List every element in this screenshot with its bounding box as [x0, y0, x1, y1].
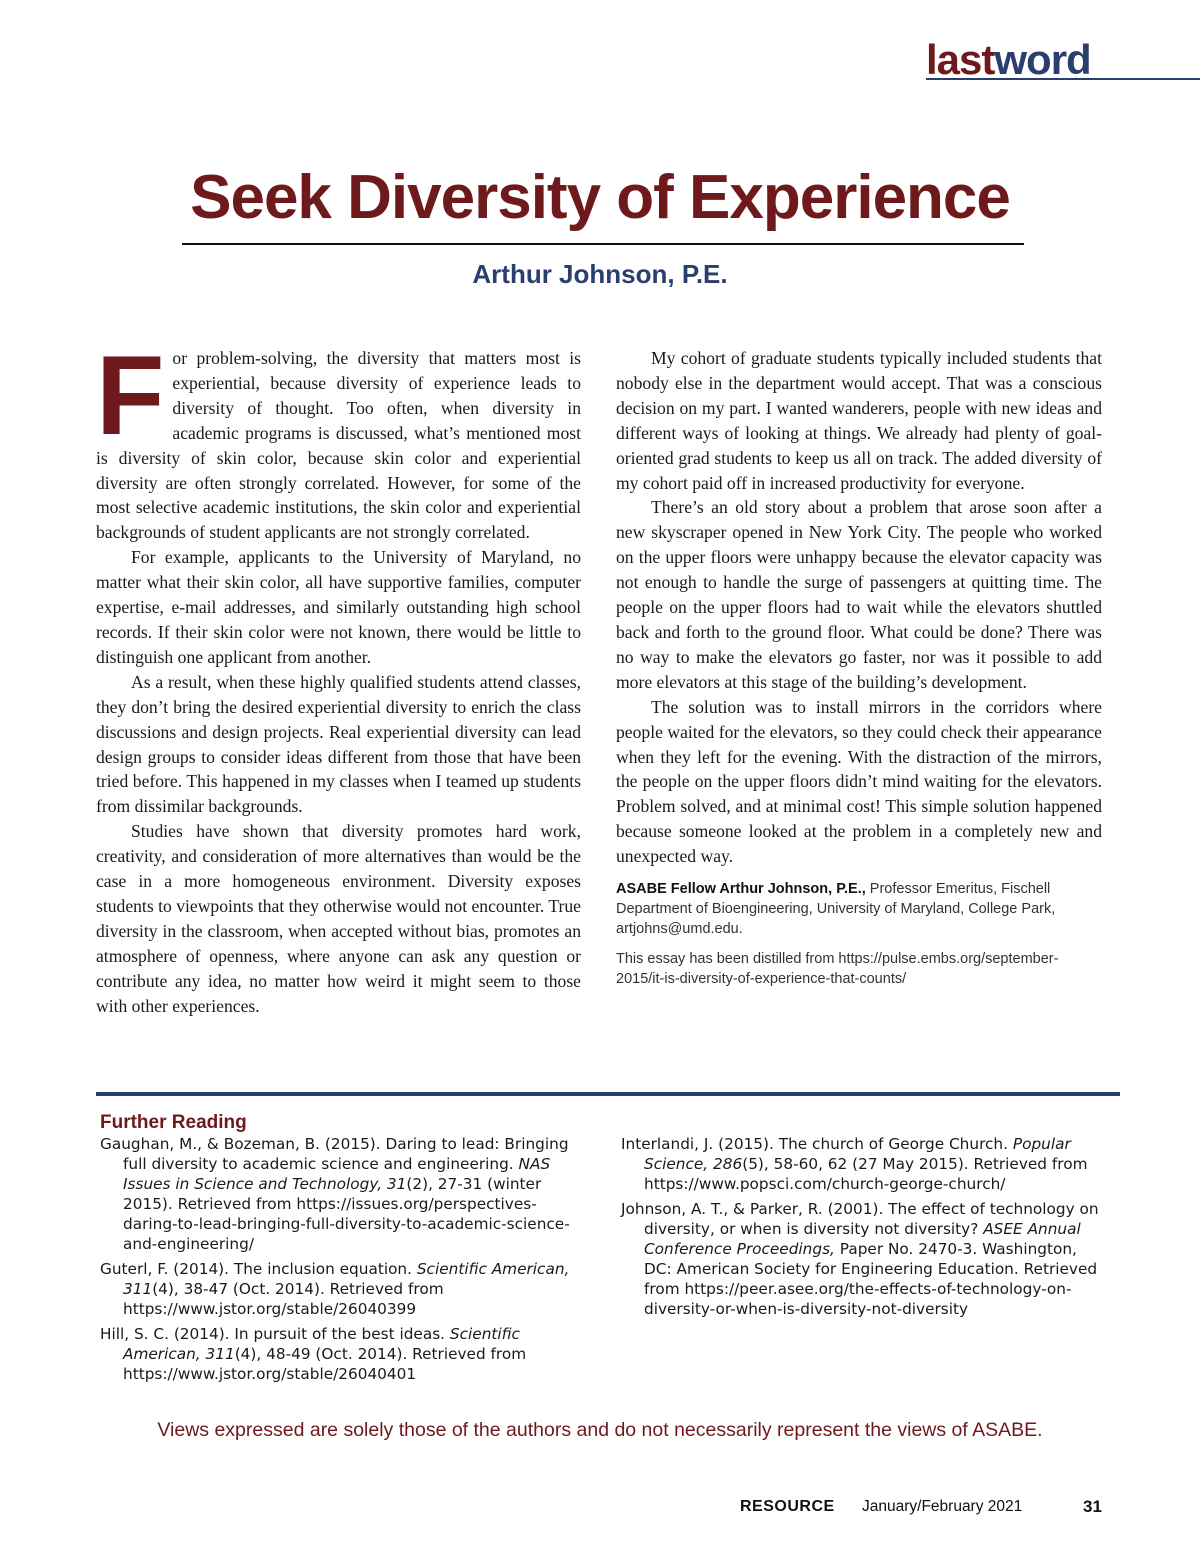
disclaimer: Views expressed are solely those of the authors and do not necessarily represent the views of ASABE. [157, 1419, 1043, 1441]
reference-details: (4), 38-47 (Oct. 2014). Retrieved from https://www.jstor.org/stable/26040399 [123, 1280, 444, 1318]
footer-date: January/February 2021 [862, 1498, 1023, 1515]
reference-item [621, 1134, 1101, 1194]
paragraph-6: There’s an old story about a problem that arose soon after a new skyscraper opened in New York City. The people who worked on the upper floors were unhappy because the elevator capacity was not enough to handle the surge of passengers at quitting time. The people on the upper floors had to wait while the elevators shuttled back and forth to the ground floor. What could be done? There was no way to make the elevators go faster, nor was it possible to add more elevators at this stage of the building’s development. [616, 497, 1102, 692]
reference-details: (5), 58-60, 62 (27 May 2015). Retrieved from https://www.popsci.com/church-george-church/ [644, 1155, 1088, 1193]
section-tag-word: word [994, 36, 1091, 83]
paragraph-1-text: or problem-solving, the diversity that matters most is experiential, because diversity of experience leads to diversity of thought. Too often, when diversity in academic programs is discussed, what’s mentioned most is diversity of skin color, because skin color and experiential diversity are often strongly correlated. However, for some of the most selective academic institutions, the skin color and experiential backgrounds of student applicants are not strongly correlated. [96, 348, 581, 543]
footer-publication: RESOURCE [740, 1498, 835, 1515]
article-title: Seek Diversity of Experience [190, 163, 1010, 232]
section-divider [96, 1092, 1120, 1096]
article-column-right [616, 346, 1102, 989]
section-tag-last: last [926, 36, 995, 83]
reference-item [100, 1134, 590, 1254]
reference-item [621, 1199, 1101, 1319]
reference-details: Paper No. 2470-3. Washington, DC: American Society for Engineering Education. Retrieved from https://peer.asee.org/the-effects-of-technology-on-diversity-or-when-is-diversity-not-diversity [644, 1240, 1098, 1318]
reference-details: (2), 27-31 (winter 2015). Retrieved from https://issues.org/perspectives-daring-to-lead-bringing-full-diversity-to-academic-science-and-engineering/ [123, 1175, 570, 1253]
page-number: 31 [1083, 1497, 1102, 1516]
reference-text: Hill, S. C. (2014). In pursuit of the best ideas. [100, 1325, 450, 1343]
reference-source: Popular Science, 286 [644, 1135, 1071, 1173]
title-rule [182, 243, 1024, 245]
reference-source: ASEE Annual Conference Proceedings, [644, 1220, 1081, 1258]
author-byline: Arthur Johnson, P.E. [472, 259, 728, 289]
reference-source: Scientific American, 311 [123, 1260, 570, 1298]
author-bio-text: Professor Emeritus, Fischell Department of Bioengineering, University of Maryland, College Park, artjohns@umd.edu. [616, 881, 1056, 938]
further-reading-heading: Further Reading [100, 1112, 247, 1133]
paragraph-1 [96, 333, 581, 545]
reference-details: (4), 48-49 (Oct. 2014). Retrieved from https://www.jstor.org/stable/26040401 [123, 1345, 527, 1383]
article-column-left [96, 333, 581, 1018]
drop-cap: F [96, 333, 165, 458]
reference-text: Interlandi, J. (2015). The church of George Church. [621, 1135, 1013, 1153]
reference-item [100, 1324, 590, 1384]
author-bio-name: ASABE Fellow Arthur Johnson, P.E., [616, 881, 866, 898]
reference-text: Guterl, F. (2014). The inclusion equation. [100, 1260, 417, 1278]
reference-source: NAS Issues in Science and Technology, 31 [123, 1155, 551, 1193]
paragraph-3: As a result, when these highly qualified students attend classes, they don’t bring the desired experiential diversity to enrich the class discussions and design projects. Real experiential diversity can lead design groups to consider ideas different from those that have been tried before. This happened in my classes when I teamed up students from dissimilar backgrounds. [96, 671, 581, 817]
paragraph-2: For example, applicants to the University of Maryland, no matter what their skin color, all have supportive families, computer expertise, e-mail addresses, and similarly outstanding high school records. If their skin color were not known, there would be little to distinguish one applicant from another. [96, 547, 581, 667]
reference-text: Johnson, A. T., & Parker, R. (2001). The effect of technology on diversity, or when is diversity not diversity? [621, 1200, 1099, 1238]
section-tag [926, 36, 1200, 83]
references-left [100, 1134, 590, 1389]
reference-text: Gaughan, M., & Bozeman, B. (2015). Daring to lead: Bringing full diversity to academic science and engineering. [100, 1135, 569, 1173]
paragraph-4: Studies have shown that diversity promotes hard work, creativity, and consideration of more alternatives than would be the case in a more homogeneous environment. Diversity exposes students to viewpoints that they otherwise would not encounter. True diversity in the classroom, when accepted without bias, promotes an atmosphere of openness, where anyone can ask any question or contribute any idea, no matter how weird it might seem to those with other experiences. [96, 821, 581, 1016]
references-right [621, 1134, 1101, 1324]
distilled-note: This essay has been distilled from https://pulse.embs.org/september-2015/it-is-diversity-of-experience-that-counts/ [616, 951, 1059, 988]
reference-item [100, 1259, 590, 1319]
paragraph-7: The solution was to install mirrors in the corridors where people waited for the elevators, so they could check their appearance when they left for the evening. With the distraction of the mirrors, the people on the upper floors didn’t mind waiting for the elevators. Problem solved, and at minimal cost! This simple solution happened because someone looked at the problem in a completely new and unexpected way. [616, 696, 1102, 867]
paragraph-5: My cohort of graduate students typically included students that nobody else in the department would accept. That was a conscious decision on my part. I wanted wanderers, people with new ideas and different ways of looking at things. We already had plenty of goal-oriented grad students to keep us all on track. The added diversity of my cohort paid off in increased productivity for everyone. [616, 348, 1102, 493]
reference-source: Scientific American, 311 [123, 1325, 520, 1363]
author-bio [616, 879, 1102, 939]
